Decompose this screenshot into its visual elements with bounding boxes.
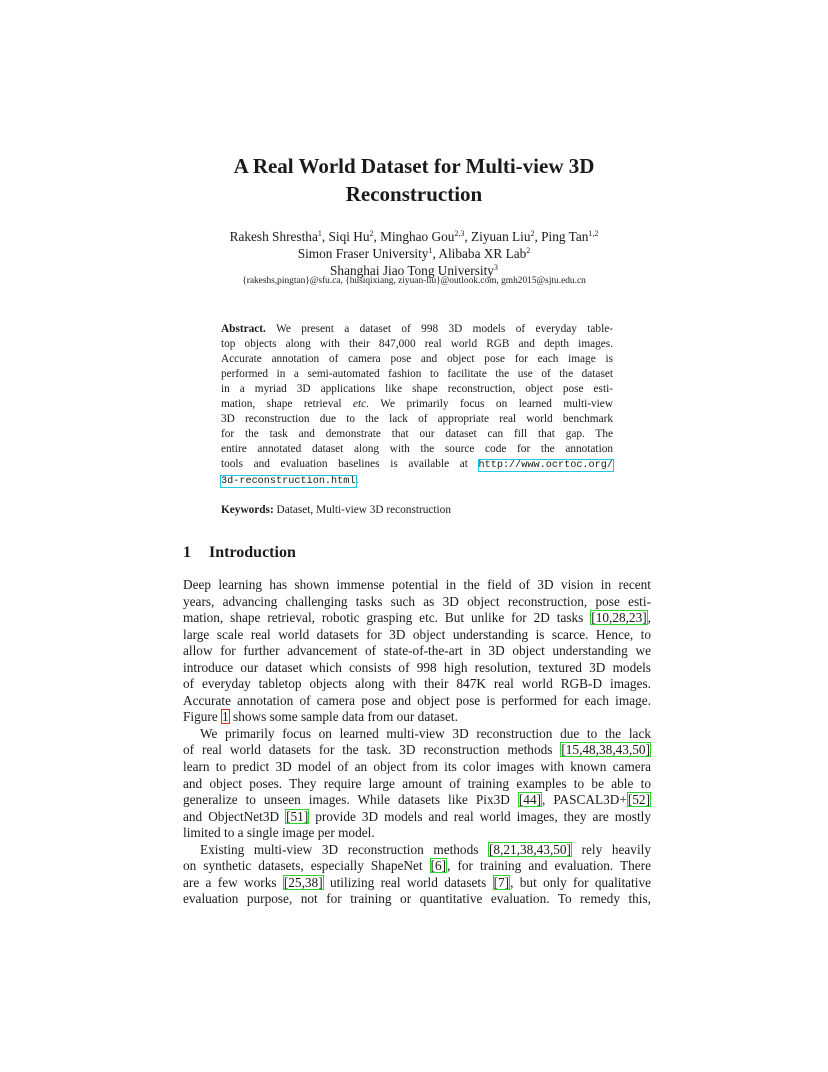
abstract-text: . We primarily focus on learned multi-view	[366, 398, 613, 411]
citation-link[interactable]: [8,21,38,43,50]	[489, 841, 571, 857]
body-line: introduce our dataset which consists of 998 high resolution, textured 3D models	[183, 659, 651, 675]
section-title-text: Introduction	[209, 544, 296, 561]
body-line	[183, 610, 651, 627]
citation-link[interactable]: [10,28,23]	[591, 610, 647, 626]
abstract-line: top objects along with their 847,000 real world RGB and depth images.	[221, 338, 613, 351]
body-line: learn to predict 3D model of an object from its color images with known camera	[183, 759, 651, 775]
abstract-emphasis: etc	[352, 398, 367, 411]
body-text-span: shows some sample data from our dataset.	[229, 709, 458, 725]
citation-link[interactable]: [25,38]	[283, 874, 323, 890]
section-number: 1	[183, 544, 191, 561]
dataset-url-link-cont[interactable]: 3d-reconstruction.html	[221, 476, 356, 488]
affiliation: Simon Fraser University	[297, 246, 429, 261]
abstract-line: performed in a semi-automated fashion to facilitate the use of the dataset	[221, 368, 613, 381]
paper-title	[180, 152, 648, 208]
author-name: , Minghao Gou	[373, 229, 455, 244]
abstract-line: entire annotated dataset along with the source code for the annotation	[221, 443, 613, 456]
affil-mark: 2	[526, 246, 531, 255]
body-line: of everyday tabletop objects along with their 847K real world RGB-D images.	[183, 676, 651, 692]
abstract-line	[221, 322, 613, 337]
body-line	[183, 792, 651, 809]
abstract-line	[221, 457, 613, 473]
title-line-2: Reconstruction	[345, 182, 483, 206]
citation-link[interactable]: [6]	[430, 858, 447, 874]
abstract-text: mation, shape retrieval	[221, 398, 353, 411]
body-text-span: mation, shape retrieval, robotic grasping etc. But unlike for 2D tasks	[183, 610, 591, 626]
author-name: Rakesh Shrestha	[229, 229, 318, 244]
affiliation: , Alibaba XR Lab	[432, 246, 527, 261]
body-text-span: provide 3D models and real world images, they are mostly	[309, 808, 651, 824]
affiliations-line-1	[150, 245, 678, 262]
author-name: , Ziyuan Liu	[464, 229, 531, 244]
author-name: , Ping Tan	[534, 229, 589, 244]
body-text-span: Figure	[183, 709, 222, 725]
abstract-line: in a myriad 3D applications like shape reconstruction, object pose esti-	[221, 383, 613, 396]
body-line	[183, 742, 651, 759]
body-line: large scale real world datasets for 3D object understanding is scarce. Hence, to	[183, 626, 651, 642]
keywords-text: Dataset, Multi-view 3D reconstruction	[276, 504, 451, 516]
body-text-span: are a few works	[183, 874, 283, 890]
section-heading	[183, 543, 296, 563]
body-line: Deep learning has shown immense potential in the field of 3D vision in recent	[183, 577, 651, 592]
citation-link[interactable]: [7]	[493, 874, 510, 890]
body-text-span: , for training and evaluation. There	[447, 858, 651, 874]
body-line: and object poses. They require large amount of training examples to be able to	[183, 775, 651, 791]
body-line: evaluation purpose, not for training or quantitative evaluation. To remedy this,	[183, 891, 651, 907]
author-affil-mark: 2,3	[454, 229, 465, 238]
abstract-text: tools and evaluation baselines is available at	[221, 458, 479, 471]
abstract-line	[221, 473, 613, 489]
body-line	[183, 842, 651, 859]
abstract-line	[221, 397, 613, 412]
figure-ref-link[interactable]: 1	[222, 709, 229, 725]
body-line	[183, 858, 651, 875]
affil-mark: 1	[428, 246, 433, 255]
author-affil-mark: 2	[530, 229, 535, 238]
title-line-1: A Real World Dataset for Multi-view 3D	[233, 154, 595, 178]
author-names	[150, 228, 678, 245]
abstract	[221, 322, 613, 490]
abstract-line: 3D reconstruction due to the lack of appropriate real world benchmark	[221, 413, 613, 426]
body-line: years, advancing challenging tasks such as 3D object reconstruction, pose esti-	[183, 593, 651, 609]
body-text-span: Existing multi-view 3D reconstruction methods	[200, 841, 488, 857]
author-block	[150, 228, 678, 279]
body-text-span: and ObjectNet3D	[183, 808, 286, 824]
affil-mark: 3	[493, 263, 498, 272]
body-line: allow for further advancement of state-of-the-art in 3D object understanding we	[183, 643, 651, 659]
abstract-label: Abstract.	[221, 323, 266, 335]
author-name: , Siqi Hu	[321, 229, 370, 244]
citation-link[interactable]: [44]	[518, 792, 542, 808]
body-text-span: , but only for qualitative	[510, 874, 651, 890]
body-line	[183, 875, 651, 892]
body-text-span: of real world datasets for the task. 3D reconstruction methods	[183, 742, 561, 758]
affiliation: Shanghai Jiao Tong University	[330, 263, 494, 278]
dataset-url-link[interactable]: http://www.ocrtoc.org/	[478, 460, 613, 472]
body-text-span: , PASCAL3D+	[542, 792, 627, 808]
body-line: limited to a single image per model.	[183, 825, 375, 841]
author-emails: {rakeshs,pingtan}@sfu.ca, {husiqixiang, ziyuan-liu}@outlook.com, gmh2015@sjtu.edu.cn	[242, 276, 586, 286]
body-line	[183, 809, 651, 826]
citation-link[interactable]: [52]	[627, 792, 650, 808]
author-affil-mark: 2	[369, 229, 374, 238]
abstract-text: .	[355, 474, 359, 487]
abstract-line: Accurate annotation of camera pose and object pose for each image is	[221, 353, 613, 366]
keywords-label: Keywords:	[221, 504, 274, 516]
citation-link[interactable]: [51]	[286, 808, 309, 824]
body-line: We primarily focus on learned multi-view 3D reconstruction due to the lack	[200, 725, 651, 741]
citation-link[interactable]: [15,48,38,43,50]	[561, 742, 650, 758]
body-text-span: ,	[647, 610, 651, 626]
body-text-span: rely heavily	[572, 841, 651, 857]
abstract-text: We present a dataset of 998 3D models of everyday table-	[276, 323, 613, 335]
author-affil-mark: 1	[317, 229, 322, 238]
body-line: Accurate annotation of camera pose and object pose is performed for each image.	[183, 692, 651, 708]
abstract-line: for the task and demonstrate that our dataset can fill that gap. The	[221, 428, 613, 441]
keywords	[221, 503, 613, 518]
body-text	[183, 577, 651, 908]
body-line	[183, 709, 651, 726]
author-affil-mark: 1,2	[588, 229, 599, 238]
body-text-span: generalize to unseen images. While datasets like Pix3D	[183, 792, 518, 808]
body-text-span: on synthetic datasets, especially ShapeNet	[183, 858, 430, 874]
body-text-span: utilizing real world datasets	[323, 874, 493, 890]
